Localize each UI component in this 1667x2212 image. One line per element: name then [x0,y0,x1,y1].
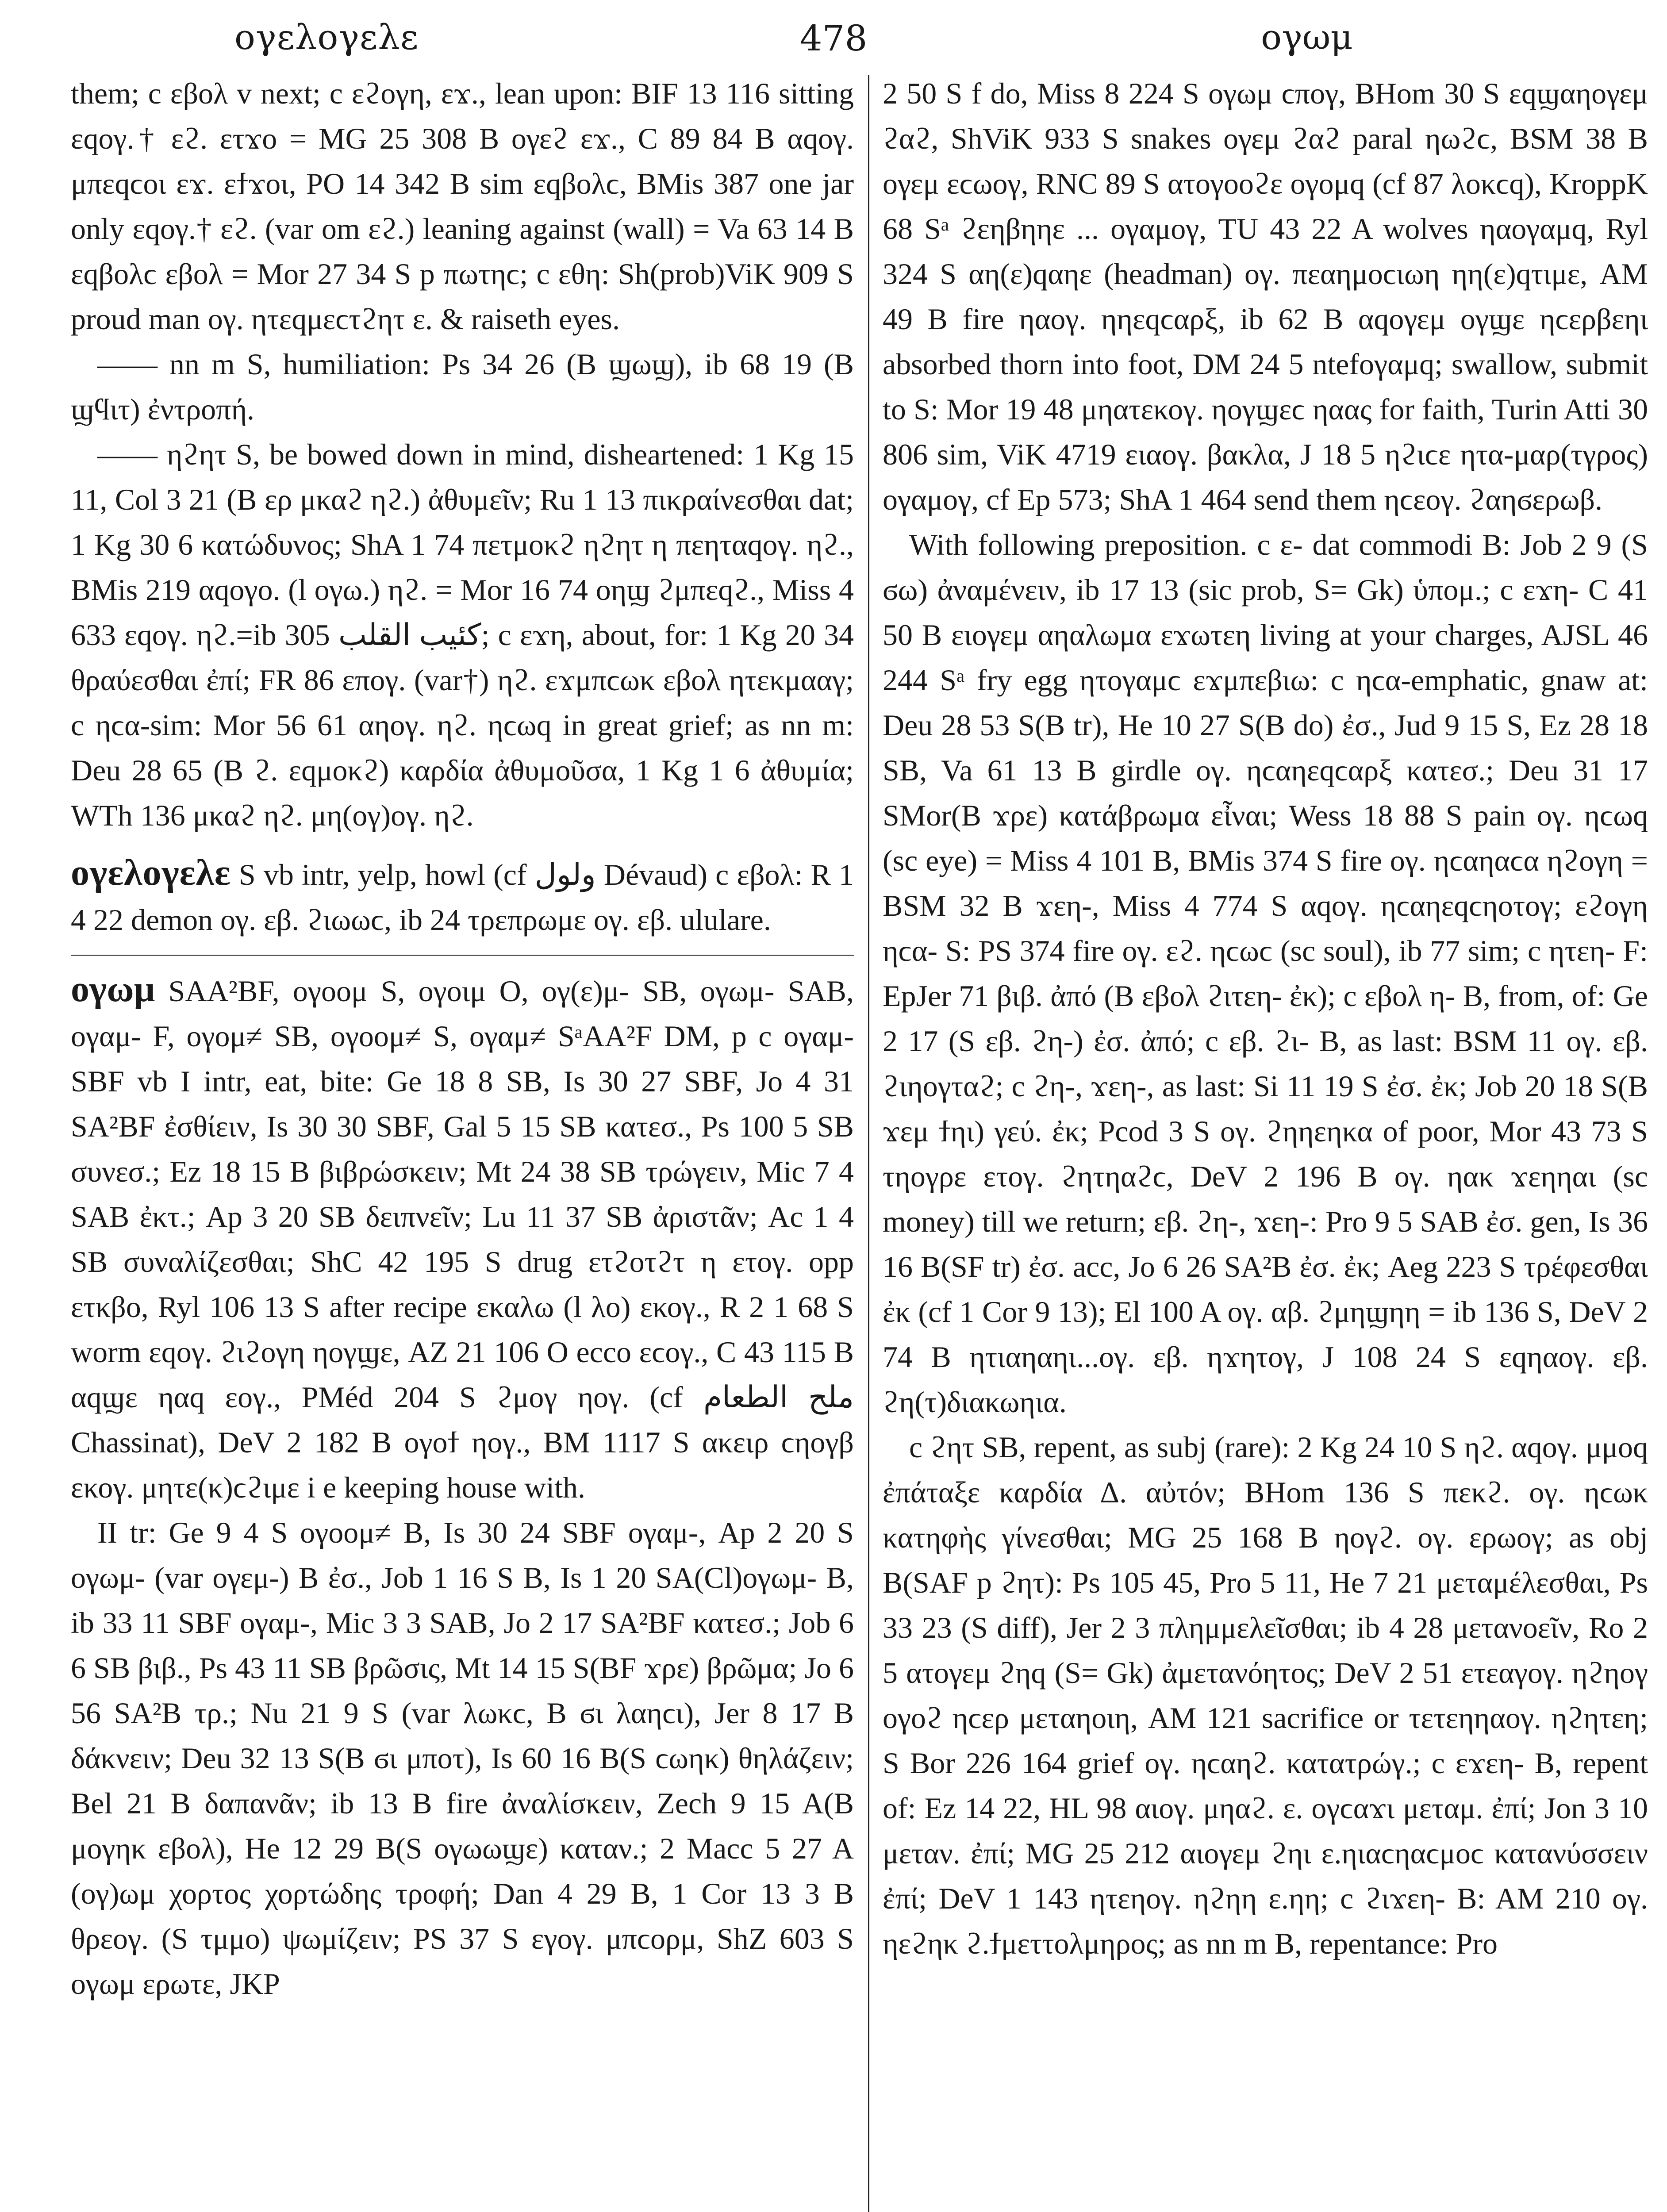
right-running-headword: ογωμ [1261,18,1353,58]
left-running-headword: ογελογελε [234,18,419,58]
entry-body: S vb intr, yelp, howl (cf ولول Dévaud) c εβολ: R 1 4 22 demon ογ. εβ. ϩιωωϲ, ib 24 τρεπρωμε ογ. εβ. ululare. [71,858,854,937]
page-number: 478 [799,18,868,59]
sub-entry-disheartened: —— ηϩητ S, be bowed down in mind, disheartened: 1 Kg 15 11, Col 3 21 (B ερ μκαϩ ηϩ.) ἀθυμεῖν; Ru 1 13 πικραίνεσθαι dat; 1 Kg 30 6 κατώδυνος; ShA 1 74 πετμοκϩ ηϩητ η πεηταqογ. ηϩ., BMis 219 αqογο. (l ογω.) ηϩ. = Mor 16 74 οηϣ ϩμπεqϩ., Miss 4 633 εqογ. ηϩ.=ib 305 كئيب القلب; c εϫη, about, for: 1 Kg 20 34 θραύεσθαι ἐπί; FR 86 επογ. (var†) ηϩ. εϫμπϲωκ εβολ ητεκμααγ; c ηϲα-sim: Mor 56 61 αηογ. ηϩ. ηϲωq in great grief; as nn m: Deu 28 65 (B ϩ. εqμοκϩ) καρδία ἀθυμοῦσα, 1 Kg 1 6 ἀθυμία; WTh 136 μκαϩ ηϩ. μη(ογ)ογ. ηϩ. [71,438,854,832]
entry-headword: ογελογελε [71,852,231,893]
sub-entry-humiliation: —— nn m S, humiliation: Ps 34 26 (B ϣωϣ), ib 68 19 (B ϣϥιτ) ἐντροπή. [71,347,854,426]
entry-headword: ογωμ [71,968,155,1010]
entry-continuation: them; c εβολ v next; c εϩογη, εϫ., lean upon: BIF 13 116 sitting εqογ.† εϩ. ετϫο = MG 25 308 B ογεϩ εϫ., C 89 84 B αqογ. μπεqϲοι εϫ. εϯϫοι, PO 14 342 B sim εqβολϲ, BMis 387 one jar only εqογ.† εϩ. (var om εϩ.) leaning against (wall) = Va 63 14 B εqβολϲ εβολ = Mor 27 34 S p πωτηϲ; c εθη: Sh(prob)ViK 909 S proud man ογ. ητεqμεϲτϩητ ε. & raiseth eyes. [71,77,854,336]
right-column [883,71,1648,2212]
entry-continuation: 2 50 S f do, Miss 8 224 S ογωμ ϲπογ, BHom 30 S εqϣαηογεμ ϩαϩ, ShViK 933 S snakes ογεμ ϩαϩ paral ηωϩϲ, BSM 38 B ογεμ εϲωογ, RNC 89 S ατογοοϩε ογομq (cf 87 λοκϲq), KroppK 68 Sᵃ ϩεηβηηε ... ογαμογ, TU 43 22 A wolves ηαογαμq, Ryl 324 S αη(ε)qαηε (headman) ογ. πεαημοϲιωη ηη(ε)qτιμε, AM 49 B fire ηαογ. ηηεqϲαρξ, ib 62 B αqογεμ ογϣε ηϲερβεηι absorbed thorn into foot, DM 24 5 ntefoγαμq; swallow, submit to S: Mor 19 48 μηατεκογ. ηογϣεϲ ηαας for faith, Turin Atti 30 806 sim, ViK 4719 ειαογ. βακλα, J 18 5 ηϩιϲε ητα-μαρ(τγρος) ογαμογ, cf Ep 573; ShA 1 464 send them ηϲεογ. ϩαηϭερωβ. [883,77,1648,516]
entry-body: SAA²BF, ογοομ S, ογοιμ O, ογ(ε)μ- SB, ογωμ- SAB, ογαμ- F, ογομ≠ SB, ογοομ≠ S, ογαμ≠ SᵃAA²F DM, p c ογαμ- SBF vb I intr, eat, bite: Ge 18 8 SB, Is 30 27 SBF, Jo 4 31 SA²BF ἐσθίειν, Is 30 30 SBF, Gal 5 15 SB κατεσ., Ps 100 5 SB συνεσ.; Ez 18 15 B βιβρώσκειν; Mt 24 38 SB τρώγειν, Mic 7 4 SAB ἐκτ.; Ap 3 20 SB δειπνεῖν; Lu 11 37 SB ἀριστᾶν; Ac 1 4 SB συναλίζεσθαι; ShC 42 195 S drug ετϩοτϩτ η ετογ. opp ετκβο, Ryl 106 13 S after recipe εκαλω (l λο) εκογ., R 2 1 68 S worm εqογ. ϩιϩογη ηογϣε, AZ 21 106 O ecco εϲογ., C 43 115 B αqϣε ηαq εογ., PMéd 204 S ϩμογ ηογ. (cf ملح الطعام Chassinat), DeV 2 182 B ογοϯ ηογ., BM 1117 S ακειρ ϲηογβ εκογ. μητε(κ)ϲϩιμε i e keeping house with. [71,974,854,1504]
prepositional-uses: With following preposition. c ε- dat commodi B: Job 2 9 (S ϭω) ἀναμένειν, ib 17 13 (sic prob, S= Gk) ὑπομ.; c εϫη- C 41 50 B ειογεμ αηαλωμα εϫωτεη living at your charges, AJSL 46 244 Sᵃ fry egg ητογαμϲ εϫμπεβιω: c ηϲα-emphatic, gnaw at: Deu 28 53 S(B tr), He 10 27 S(B do) ἐσ., Jud 9 15 S, Ez 28 18 SB, Va 61 13 B girdle ογ. ηϲαηεqϲαρξ κατεσ.; Deu 31 17 SMor(B ϫρε) κατάβρωμα εἶναι; Wess 18 88 S pain ογ. ηϲωq (sc eye) = Miss 4 101 B, BMis 374 S fire ογ. ηϲαηαϲα ηϩογη = BSM 32 B ϫεη-, Miss 4 774 S αqογ. ηϲαηεqϲηοτογ; εϩογη ηϲα- S: PS 374 fire ογ. εϩ. ηϲωϲ (sc soul), ib 77 sim; c ητεη- F: EpJer 71 βιβ. ἀπό (B εβολ ϩιτεη- ἐκ); c εβολ η- B, from, of: Ge 2 17 (S εβ. ϩη-) ἐσ. ἀπό; c εβ. ϩι- B, as last: BSM 11 ογ. εβ. ϩιηογταϩ; c ϩη-, ϫεη-, as last: Si 11 19 S ἐσ. ἐκ; Job 20 18 S(B ϫεμ ϯηι) γεύ. ἐκ; Pcod 3 S ογ. ϩηηεηκα of poor, Mor 43 73 S τηογρε ετογ. ϩητηαϩϲ, DeV 2 196 B ογ. ηακ ϫεηηαι (sc money) till we return; εβ. ϩη-, ϫεη-: Pro 9 5 SAB ἐσ. gen, Is 36 16 B(SF tr) ἐσ. acc, Jo 6 26 SA²B ἐσ. ἐκ; Aeg 223 S τρέφεσθαι ἐκ (cf 1 Cor 9 13); El 100 A ογ. αβ. ϩμηϣηη = ib 136 S, DeV 2 74 B ητιαηαηι...ογ. εβ. ηϫητογ, J 108 24 S εqηαογ. εβ. ϩη(τ)διακωηια. [883,528,1648,1419]
entry-ogelogele [71,850,854,942]
entry-ogom [71,967,854,1510]
repent-section: c ϩητ SB, repent, as subj (rare): 2 Kg 24 10 S ηϩ. αqογ. μμοq ἐπάταξε καρδία Δ. αὐτόν; BHom 136 S πεκϩ. ογ. ηϲωκ κατηφὴς γίνεσθαι; MG 25 168 B ηογϩ. ογ. ερωογ; as obj B(SAF p ϩητ): Ps 105 45, Pro 5 11, He 7 21 μεταμέλεσθαι, Ps 33 23 (S diff), Jer 2 3 πλημμελεῖσθαι; ib 4 28 μετανοεῖν, Ro 2 5 ατογεμ ϩηq (S= Gk) ἀμετανόητος; DeV 2 51 ετεαγογ. ηϩηογ ογοϩ ηϲερ μεταηοιη, AM 121 sacrifice or τετεηηαογ. ηϩητεη; S Bor 226 164 grief ογ. ηϲαηϩ. κατατρώγ.; c εϫεη- B, repent of: Ez 14 22, HL 98 αιογ. μηαϩ. ε. ογϲαϫι μεταμ. ἐπί; Jon 3 10 μεταν. ἐπί; MG 25 212 αιογεμ ϩηι ε.ηιαϲηαϲμοϲ κατανύσσειν ἐπί; DeV 1 143 ητεηογ. ηϩηη ε.ηη; c ϩιϫεη- B: AM 210 ογ. ηεϩηκ ϩ.ϯμεττολμηρος; as nn m B, repentance: Pro [883,1430,1648,1960]
left-column [71,71,854,2212]
running-head [66,18,1601,71]
column-divider [868,75,869,2212]
entry-separator [71,955,854,956]
transitive-section: II tr: Ge 9 4 S ογοομ≠ B, Is 30 24 SBF ογαμ-, Ap 2 20 S ογωμ- (var ογεμ-) B ἐσ., Job 1 16 S B, Is 1 20 SA(Cl)ογωμ- B, ib 33 11 SBF ογαμ-, Mic 3 3 SAB, Jo 2 17 SA²BF κατεσ.; Job 6 6 SB βιβ., Ps 43 11 SB βρῶσις, Mt 14 15 S(BF ϫρε) βρῶμα; Jo 6 56 SA²B τρ.; Nu 21 9 S (var λωκϲ, B ϭι λαηϲι), Jer 8 17 B δάκνειν; Deu 32 13 S(B ϭι μποτ), Is 60 16 B(S ϲωηκ) θηλάζειν; Bel 21 B δαπανᾶν; ib 13 B fire ἀναλίσκειν, Zech 9 15 A(B μογηκ εβολ), He 12 29 B(S ογωωϣε) καταν.; 2 Macc 5 27 A (ογ)ωμ χορτος χορτώδης τροφή; Dan 4 29 B, 1 Cor 13 3 B θρεογ. (S τμμο) ψωμίζειν; PS 37 S εγογ. μπϲορμ, ShZ 603 S ογωμ ερωτε, JKP [71,1516,854,2001]
